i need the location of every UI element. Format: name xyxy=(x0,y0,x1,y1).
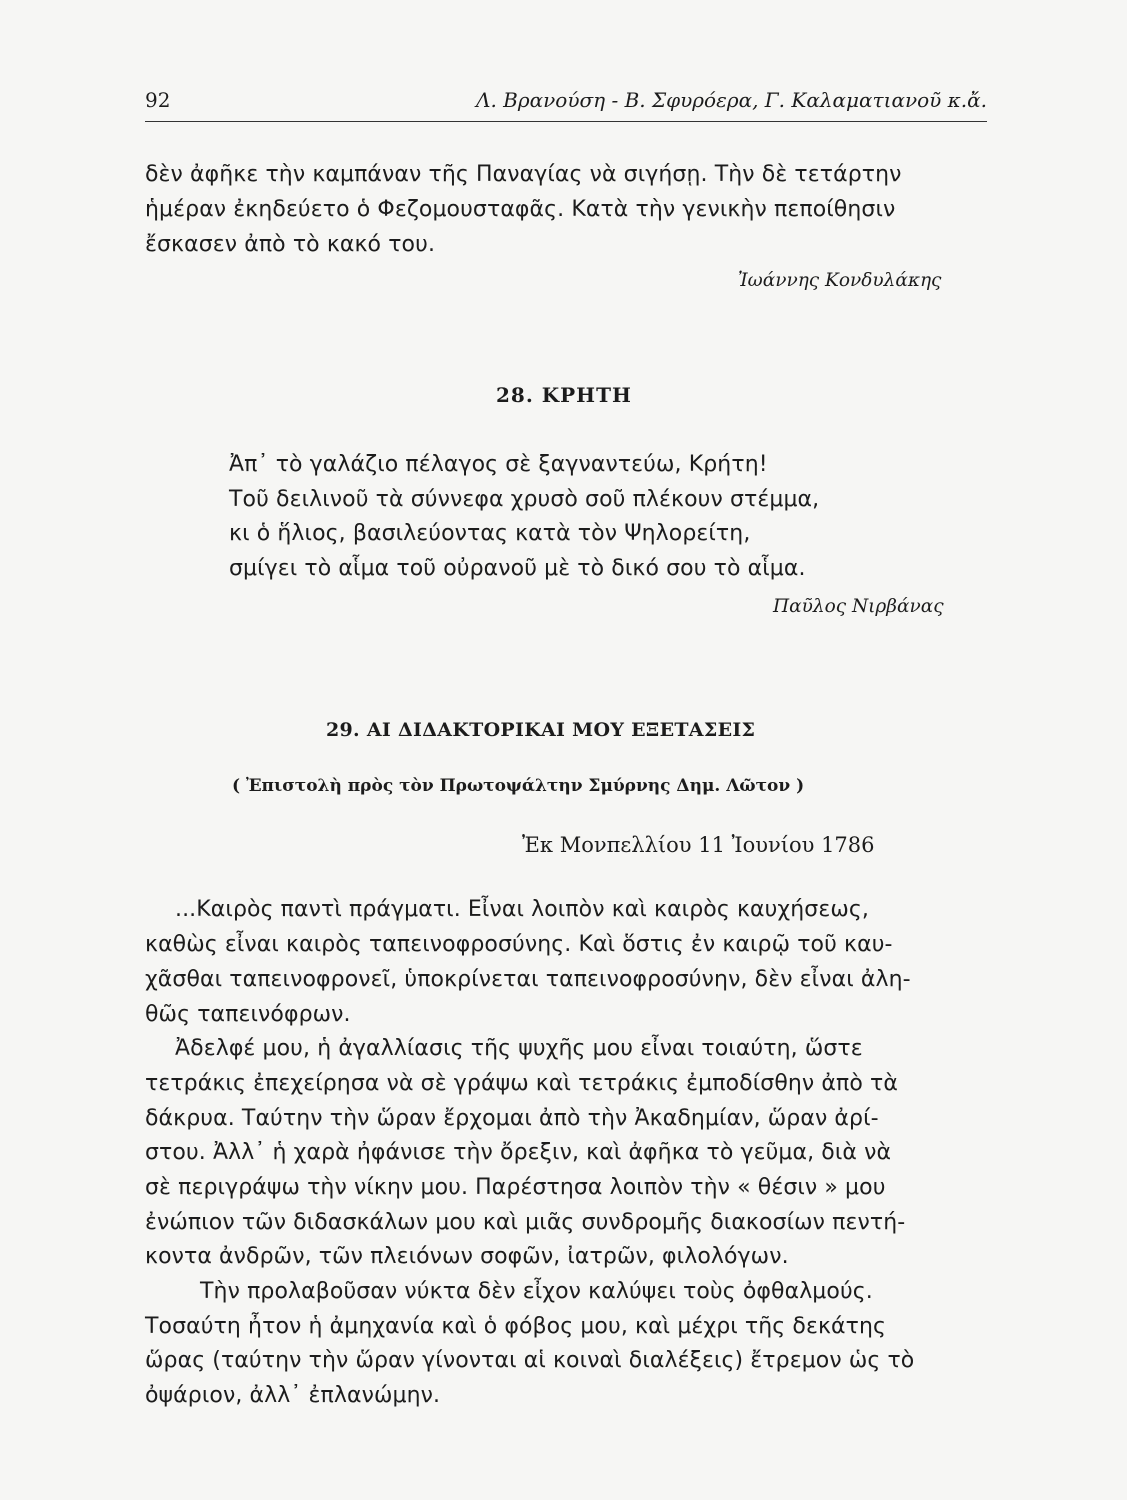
paragraph-line: ἔσκασεν ἀπὸ τὸ κακό του. xyxy=(145,232,436,257)
poem-line: σμίγει τὸ αἷμα τοῦ οὐρανοῦ μὲ τὸ δικό σου τὸ αἷμα. xyxy=(229,556,806,581)
paragraph-line: καθὼς εἶναι καιρὸς ταπεινοφροσύνης. Καὶ ὅστις ἐν καιρῷ τοῦ καυ- xyxy=(145,932,893,957)
paragraph-line: στου. Ἀλλ᾽ ἡ χαρὰ ἠφάνισε τὴν ὄρεξιν, καὶ ἀφῆκα τὸ γεῦμα, διὰ νὰ xyxy=(145,1140,892,1165)
paragraph-line: Τὴν προλαβοῦσαν νύκτα δὲν εἶχον καλύψει τοὺς ὀφθαλμούς. xyxy=(200,1279,873,1304)
poem-line: Ἀπ᾽ τὸ γαλάζιο πέλαγος σὲ ξαγναντεύω, Κρήτη! xyxy=(229,452,768,477)
poem-line: κι ὁ ἥλιος, βασιλεύοντας κατὰ τὸν Ψηλορείτη, xyxy=(229,521,751,546)
running-title: Λ. Βρανούση - Β. Σφυρόερα, Γ. Καλαματιανοῦ κ.ἄ. xyxy=(476,88,987,112)
paragraph-line: Τοσαύτη ἦτον ἡ ἀμηχανία καὶ ὁ φόβος μου, καὶ μέχρι τῆς δεκάτης xyxy=(145,1314,887,1339)
section-title-29: 29. ΑΙ ΔΙΔΑΚΤΟΡΙΚΑΙ ΜΟΥ ΕΞΕΤΑΣΕΙΣ xyxy=(326,719,756,741)
paragraph-line: ἐνώπιον τῶν διδασκάλων μου καὶ μιᾶς συνδρομῆς διακοσίων πεντή- xyxy=(145,1210,906,1235)
paragraph-line: ἡμέραν ἐκηδεύετο ὁ Φεζομουσταφᾶς. Κατὰ τὴν γενικὴν πεποίθησιν xyxy=(145,197,896,222)
paragraph-line: δάκρυα. Ταύτην τὴν ὥραν ἔρχομαι ἀπὸ τὴν Ἀκαδημίαν, ὥραν ἀρί- xyxy=(145,1106,879,1131)
paragraph-line: σὲ περιγράψω τὴν νίκην μου. Παρέστησα λοιπὸν τὴν « θέσιν » μου xyxy=(145,1175,886,1200)
poem-line: Τοῦ δειλινοῦ τὰ σύννεφα χρυσὸ σοῦ πλέκουν στέμμα, xyxy=(229,487,820,512)
author-nirvanas: Παῦλος Νιρβάνας xyxy=(773,596,944,617)
paragraph-line: δὲν ἀφῆκε τὴν καμπάναν τῆς Παναγίας νὰ σιγήσῃ. Τὴν δὲ τετάρτην xyxy=(145,162,902,187)
paragraph-line: ὥρας (ταύτην τὴν ὥραν γίνονται αἱ κοιναὶ διαλέξεις) ἔτρεμον ὡς τὸ xyxy=(145,1348,915,1373)
header-rule xyxy=(145,121,987,122)
paragraph-line: ...Καιρὸς παντὶ πράγματι. Εἶναι λοιπὸν καὶ καιρὸς καυχήσεως, xyxy=(175,897,869,922)
paragraph-line: Ἀδελφέ μου, ἡ ἀγαλλίασις τῆς ψυχῆς μου εἶναι τοιαύτη, ὥστε xyxy=(175,1036,863,1061)
paragraph-line: κοντα ἀνδρῶν, τῶν πλειόνων σοφῶν, ἰατρῶν, φιλολόγων. xyxy=(145,1244,789,1269)
paragraph-line: θῶς ταπεινόφρων. xyxy=(145,1002,351,1027)
section-title-28: 28. ΚΡΗΤΗ xyxy=(496,383,632,407)
page-number: 92 xyxy=(145,88,171,112)
paragraph-line: ὀψάριον, ἀλλ᾽ ἐπλανώμην. xyxy=(145,1383,441,1408)
paragraph-line: χᾶσθαι ταπεινοφρονεῖ, ὑποκρίνεται ταπεινοφροσύνην, δὲν εἶναι ἀλη- xyxy=(145,967,911,992)
letter-dateline: Ἐκ Μονπελλίου 11 Ἰουνίου 1786 xyxy=(522,833,875,857)
section-subtitle: ( Ἐπιστολὴ πρὸς τὸν Πρωτοψάλτην Σμύρνης Δημ. Λῶτον ) xyxy=(232,776,805,796)
paragraph-line: τετράκις ἐπεχείρησα νὰ σὲ γράψω καὶ τετράκις ἐμποδίσθην ἀπὸ τὰ xyxy=(145,1071,898,1096)
author-kondylakis: Ἰωάννης Κονδυλάκης xyxy=(738,270,942,291)
page-header xyxy=(145,88,987,118)
